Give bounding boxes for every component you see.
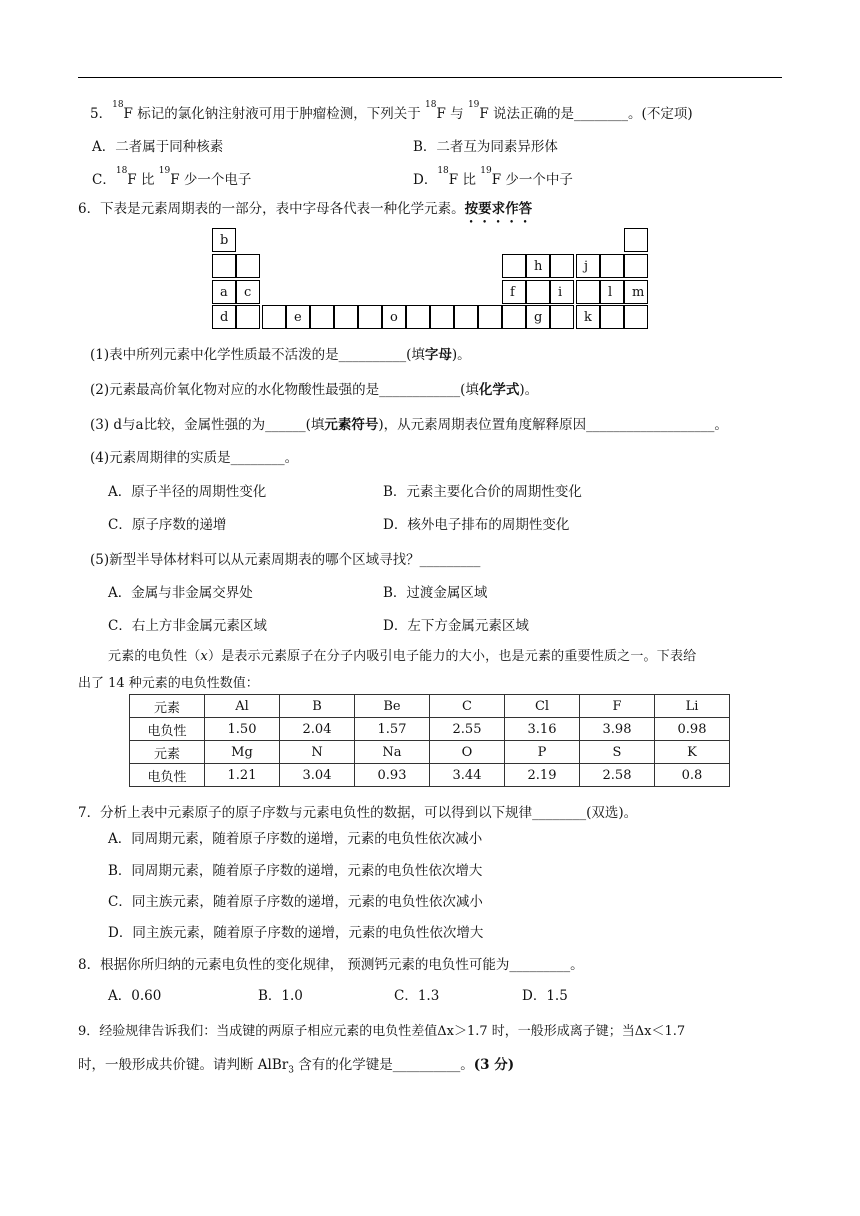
q8-option-d: D．1.5 <box>522 988 568 1004</box>
pt-cell: m <box>624 280 648 304</box>
pt-cell: a <box>212 280 236 304</box>
q6-part5-option-a: A．金属与非金属交界处 <box>108 585 253 601</box>
q6-part4-option-c: C．原子序数的递增 <box>108 517 227 533</box>
table-row-header: 电负性 <box>130 764 205 787</box>
table-cell: O <box>430 741 505 764</box>
q6-part5-option-d: D．左下方金属元素区域 <box>383 618 529 634</box>
table-cell: B <box>280 695 355 718</box>
q6-stem: 6．下表是元素周期表的一部分，表中字母各代表一种化学元素。按要求作答 <box>78 201 533 217</box>
table-cell: 1.50 <box>205 718 280 741</box>
q9-line-2: 时，一般形成共价键。请判断 AlBr$_3$ 含有的化学键是__________。(3 分) <box>78 1057 515 1076</box>
q7-option-d: D．同主族元素，随着原子序数的递增，元素的电负性依次增大 <box>108 925 484 941</box>
table-row <box>130 718 730 741</box>
intro-line-2: 出了 14 种元素的电负性数值： <box>78 676 259 691</box>
pt-cell <box>624 305 648 329</box>
table-row <box>130 764 730 787</box>
q6-part4-option-a: A．原子半径的周期性变化 <box>108 484 267 500</box>
intro-line-1: 元素的电负性（x）是表示元素原子在分子内吸引电子能力的大小，也是元素的重要性质之一。下表给 <box>108 649 697 664</box>
q9-line-1: 9．经验规律告诉我们：当成键的两原子相应元素的电负性差值Δx＞1.7 时，一般形成离子键；当Δx＜1.7 <box>78 1024 686 1039</box>
q8-stem: 8．根据你所归纳的元素电负性的变化规律， 预测钙元素的电负性可能为_________。 <box>78 957 584 973</box>
table-cell: Li <box>655 695 730 718</box>
pt-cell: e <box>286 305 310 329</box>
pt-cell <box>406 305 430 329</box>
pt-cell <box>502 254 526 278</box>
q5-option-c: C．$^{18}$F 比 $^{19}$F 少一个电子 <box>92 166 252 188</box>
pt-cell: b <box>212 228 236 252</box>
table-row-header: 元素 <box>130 695 205 718</box>
pt-cell <box>310 305 334 329</box>
q7-option-b: B．同周期元素，随着原子序数的递增，元素的电负性依次增大 <box>108 863 483 879</box>
pt-cell: i <box>550 280 574 304</box>
q5-stem: 5．$^{18}$F 标记的氯化钠注射液可用于肿瘤检测，下列关于 $^{18}$F 与 $^{19}$F 说法正确的是________。(不定项) <box>90 100 693 122</box>
pt-cell <box>600 305 624 329</box>
q6-part5: (5)新型半导体材料可以从元素周期表的哪个区域寻找？_________ <box>90 552 481 568</box>
q6-part4: (4)元素周期律的实质是________。 <box>90 450 299 466</box>
pt-cell <box>550 305 574 329</box>
pt-cell: f <box>502 280 526 304</box>
pt-cell <box>576 280 600 304</box>
pt-cell <box>478 305 502 329</box>
table-cell: 3.04 <box>280 764 355 787</box>
pt-cell: d <box>212 305 236 329</box>
table-cell: Mg <box>205 741 280 764</box>
pt-cell <box>502 305 526 329</box>
pt-cell <box>600 254 624 278</box>
q5-option-b: B．二者互为同素异形体 <box>413 139 558 155</box>
pt-cell <box>358 305 382 329</box>
pt-cell <box>550 254 574 278</box>
table-cell: 3.44 <box>430 764 505 787</box>
table-cell: 3.16 <box>505 718 580 741</box>
pt-cell <box>454 305 478 329</box>
table-cell: K <box>655 741 730 764</box>
q6-part2: (2)元素最高价氧化物对应的水化物酸性最强的是____________(填化学式)。 <box>90 382 539 398</box>
table-cell: 0.93 <box>355 764 430 787</box>
pt-cell: l <box>600 280 624 304</box>
table-cell: 2.19 <box>505 764 580 787</box>
pt-cell: o <box>382 305 406 329</box>
q8-option-b: B．1.0 <box>258 988 303 1004</box>
q5-option-a: A．二者属于同种核素 <box>92 139 224 155</box>
pt-cell: j <box>576 254 600 278</box>
table-cell: P <box>505 741 580 764</box>
pt-cell: h <box>526 254 550 278</box>
table-cell: Be <box>355 695 430 718</box>
table-cell: Al <box>205 695 280 718</box>
table-row-header: 元素 <box>130 741 205 764</box>
pt-cell: k <box>576 305 600 329</box>
table-row <box>130 695 730 718</box>
table-cell: F <box>580 695 655 718</box>
header-rule <box>78 77 782 78</box>
table-row <box>130 741 730 764</box>
q8-option-a: A．0.60 <box>108 988 162 1004</box>
q7-option-c: C．同主族元素，随着原子序数的递增，元素的电负性依次减小 <box>108 894 483 910</box>
pt-cell <box>334 305 358 329</box>
q6-part3: (3) d与a比较，金属性强的为______(填元素符号)，从元素周期表位置角度解释原因___________________。 <box>90 417 728 433</box>
pt-cell <box>430 305 454 329</box>
q6-part1: (1)表中所列元素中化学性质最不活泼的是__________(填字母)。 <box>90 347 471 363</box>
pt-cell <box>236 254 260 278</box>
pt-cell <box>262 305 286 329</box>
pt-cell: c <box>236 280 260 304</box>
electronegativity-table <box>129 694 730 787</box>
table-cell: Cl <box>505 695 580 718</box>
table-cell: Na <box>355 741 430 764</box>
table-cell: 2.58 <box>580 764 655 787</box>
pt-cell <box>624 228 648 252</box>
pt-cell <box>236 305 260 329</box>
q6-part4-option-d: D．核外电子排布的周期性变化 <box>383 517 570 533</box>
table-cell: 2.04 <box>280 718 355 741</box>
pt-cell: g <box>526 305 550 329</box>
q6-part5-option-c: C．右上方非金属元素区域 <box>108 618 267 634</box>
q6-part5-option-b: B．过渡金属区域 <box>383 585 488 601</box>
q5-option-d: D．$^{18}$F 比 $^{19}$F 少一个中子 <box>413 166 573 188</box>
table-cell: 0.98 <box>655 718 730 741</box>
table-row-header: 电负性 <box>130 718 205 741</box>
q8-option-c: C．1.3 <box>394 988 440 1004</box>
q7-stem: 7．分析上表中元素原子的原子序数与元素电负性的数据，可以得到以下规律________(双选)。 <box>78 805 638 821</box>
table-cell: 3.98 <box>580 718 655 741</box>
table-cell: 1.21 <box>205 764 280 787</box>
table-cell: 0.8 <box>655 764 730 787</box>
pt-cell <box>526 280 550 304</box>
q7-option-a: A．同周期元素，随着原子序数的递增，元素的电负性依次减小 <box>108 831 483 847</box>
pt-cell <box>212 254 236 278</box>
table-cell: N <box>280 741 355 764</box>
q6-part4-option-b: B．元素主要化合价的周期性变化 <box>383 484 582 500</box>
table-cell: C <box>430 695 505 718</box>
table-cell: 1.57 <box>355 718 430 741</box>
table-cell: S <box>580 741 655 764</box>
table-cell: 2.55 <box>430 718 505 741</box>
pt-cell <box>624 254 648 278</box>
